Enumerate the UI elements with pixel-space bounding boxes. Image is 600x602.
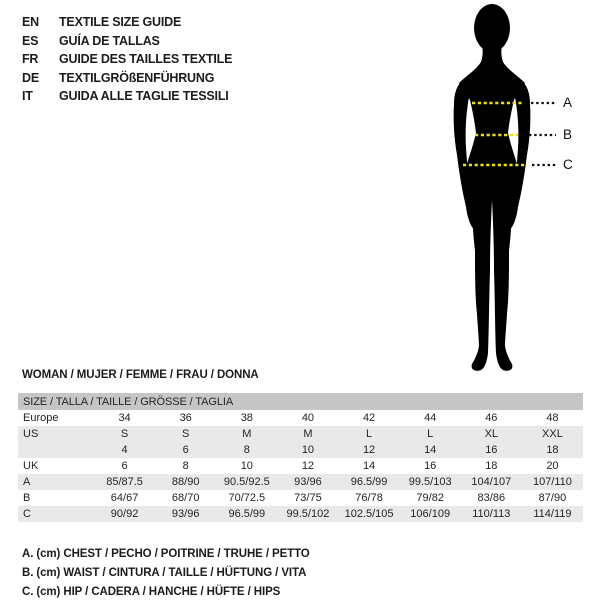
size-cell: 79/82 <box>416 492 444 504</box>
size-cell: L <box>339 426 400 442</box>
size-cell: S <box>94 426 155 442</box>
size-cell: 76/78 <box>355 492 383 504</box>
size-cell: 44 <box>424 412 437 424</box>
row-label: A <box>18 474 94 490</box>
size-cell: 12 <box>301 460 315 472</box>
row-label: US <box>18 426 94 442</box>
size-cell: 96.5/99 <box>339 474 400 490</box>
size-cell: 16 <box>461 442 522 458</box>
language-row <box>22 69 232 88</box>
size-cell: 4 <box>94 442 155 458</box>
size-cell: XXL <box>522 426 583 442</box>
language-code: IT <box>22 89 33 103</box>
language-code: DE <box>22 70 39 85</box>
table-row <box>18 458 583 474</box>
size-cell: 36 <box>179 412 192 424</box>
language-title: GUÍA DE TALLAS <box>59 33 160 48</box>
size-cell: 88/90 <box>155 474 216 490</box>
language-title: GUIDA ALLE TAGLIE TESSILI <box>59 89 229 103</box>
size-cell: 8 <box>182 460 189 472</box>
language-row <box>22 13 232 32</box>
row-label: C <box>18 506 94 522</box>
legend-line: A. (cm) CHEST / PECHO / POITRINE / TRUHE / PETTO <box>22 548 310 560</box>
section-title: WOMAN / MUJER / FEMME / FRAU / DONNA <box>22 369 259 381</box>
size-cell: 90.5/92.5 <box>216 474 277 490</box>
size-cell: 6 <box>155 442 216 458</box>
size-cell: 85/87.5 <box>94 474 155 490</box>
size-cell: 104/107 <box>461 474 522 490</box>
size-cell: 40 <box>301 412 315 424</box>
language-code: FR <box>22 52 39 66</box>
language-row <box>22 32 232 51</box>
row-label: UK <box>23 460 39 472</box>
size-cell: M <box>277 426 338 442</box>
size-cell: 42 <box>362 412 376 424</box>
table-row <box>18 442 583 458</box>
measure-label-a: A <box>563 95 573 110</box>
size-table <box>18 393 583 522</box>
measurement-legend <box>22 545 310 602</box>
size-cell: XL <box>461 426 522 442</box>
size-cell: 68/70 <box>171 492 200 504</box>
size-cell: 8 <box>216 442 277 458</box>
size-cell: 10 <box>240 460 253 472</box>
size-cell: 34 <box>118 412 131 424</box>
size-cell: 38 <box>240 412 253 424</box>
language-row <box>22 87 232 106</box>
size-cell: 10 <box>277 442 338 458</box>
table-row <box>18 426 583 442</box>
table-row <box>18 490 583 506</box>
size-cell: 14 <box>362 460 376 472</box>
measure-label-b: B <box>563 127 573 142</box>
size-cell: S <box>155 426 216 442</box>
measure-label-c: C <box>563 157 573 172</box>
size-cell: M <box>216 426 277 442</box>
row-label: Europe <box>23 412 59 424</box>
size-cell: 110/113 <box>461 506 522 522</box>
table-header-row <box>18 393 583 410</box>
size-cell: 87/90 <box>538 492 567 504</box>
size-cell: 46 <box>485 412 498 424</box>
size-cell: 90/92 <box>94 506 155 522</box>
row-label <box>18 442 94 458</box>
size-cell: 107/110 <box>522 474 583 490</box>
silhouette-head <box>474 4 510 52</box>
size-cell: 6 <box>121 460 128 472</box>
size-cell: 99.5/102 <box>277 506 338 522</box>
size-cell: 14 <box>400 442 461 458</box>
size-cell: 64/67 <box>110 492 139 504</box>
size-cell: L <box>400 426 461 442</box>
size-cell: 12 <box>339 442 400 458</box>
language-code: EN <box>22 15 39 29</box>
language-row <box>22 50 232 69</box>
size-cell: 99.5/103 <box>400 474 461 490</box>
size-cell: 73/75 <box>294 492 322 504</box>
language-title: GUIDE DES TAILLES TEXTILE <box>59 52 233 66</box>
size-cell: 102.5/105 <box>339 506 400 522</box>
table-row <box>18 410 583 426</box>
size-cell: 93/96 <box>277 474 338 490</box>
language-title: TEXTILGRÖßENFÜHRUNG <box>59 70 215 85</box>
size-cell: 114/119 <box>522 506 583 522</box>
measurement-figure <box>420 0 600 378</box>
table-row <box>18 474 583 490</box>
size-cell: 18 <box>485 460 498 472</box>
row-label: B <box>23 492 31 504</box>
table-header-label: SIZE / TALLA / TAILLE / GRÖSSE / TAGLIA <box>18 393 583 410</box>
size-cell: 18 <box>522 442 583 458</box>
language-title: TEXTILE SIZE GUIDE <box>59 15 182 29</box>
legend-line: C. (cm) HIP / CADERA / HANCHE / HÜFTE / HIPS <box>22 586 281 598</box>
size-table-body <box>18 393 583 522</box>
table-row <box>18 506 583 522</box>
size-cell: 20 <box>546 460 559 472</box>
size-cell: 48 <box>546 412 559 424</box>
language-list <box>22 13 232 106</box>
size-cell: 106/109 <box>400 506 461 522</box>
language-code: ES <box>22 33 39 48</box>
size-cell: 16 <box>424 460 437 472</box>
size-cell: 70/72.5 <box>228 492 266 504</box>
legend-line: B. (cm) WAIST / CINTURA / TAILLE / HÜFTUNG / VITA <box>22 567 307 579</box>
size-cell: 93/96 <box>155 506 216 522</box>
woman-silhouette-svg <box>420 0 600 378</box>
size-cell: 83/86 <box>477 492 506 504</box>
size-cell: 96.5/99 <box>216 506 277 522</box>
